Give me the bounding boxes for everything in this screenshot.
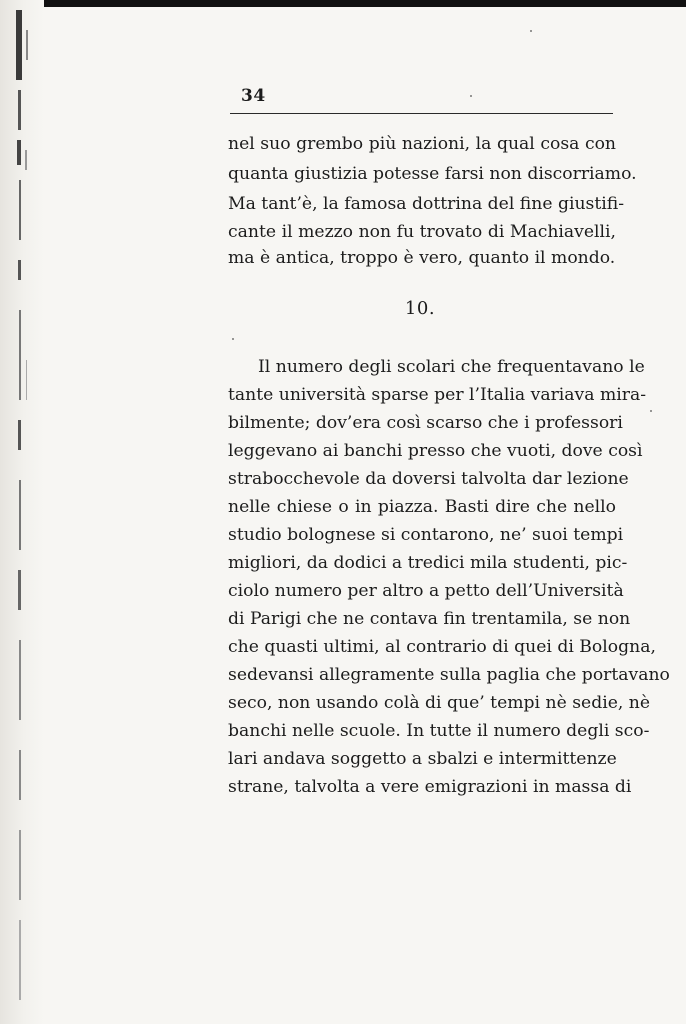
text-line: sedevansi allegramente sulla paglia che portavano [228,665,670,685]
book-binding-edge [0,0,44,1024]
text-line: tante università sparse per l’Italia variava mira- [228,385,647,405]
text-line: migliori, da dodici a tredici mila studenti, pic- [228,553,628,573]
text-line: banchi nelle scuole. In tutte il numero degli sco- [228,721,650,741]
text-line: cante il mezzo non fu trovato di Machiavelli, [228,222,616,242]
text-line: strane, talvolta a vere emigrazioni in massa di [228,777,632,797]
paper-speck [530,30,532,32]
text-line: strabocchevole da doversi talvolta dar lezione [228,469,629,489]
page-number: 34 [241,86,266,106]
text-line: Il numero degli scolari che frequentavano le [258,357,645,377]
scan-top-border [0,0,686,7]
paper-speck [650,410,652,412]
paper-speck [470,95,472,97]
text-line: bilmente; dov’era così scarso che i professori [228,413,623,433]
text-line: leggevano ai banchi presso che vuoti, dove così [228,441,643,461]
text-line: studio bolognese si contarono, ne’ suoi tempi [228,525,624,545]
text-line: quanta giustizia potesse farsi non discorriamo. [228,164,637,184]
text-line: che quasti ultimi, al contrario di quei di Bologna, [228,637,656,657]
binding-texture [14,10,34,1010]
header-rule [230,113,613,114]
text-line: di Parigi che ne contava fin trentamila, se non [228,609,631,629]
text-line: seco, non usando colà di que’ tempi nè sedie, nè [228,693,651,713]
text-line: nel suo grembo più nazioni, la qual cosa con [228,134,616,154]
text-line: ciolo numero per altro a petto dell’Università [228,581,624,601]
text-line: lari andava soggetto a sbalzi e intermittenze [228,749,617,769]
text-line: ma è antica, troppo è vero, quanto il mondo. [228,248,616,268]
paper-speck [232,338,234,340]
section-heading: 10. [404,298,436,319]
text-line: nelle chiese o in piazza. Basti dire che nello [228,497,616,517]
text-line: Ma tant’è, la famosa dottrina del fine giustifi- [228,194,625,214]
